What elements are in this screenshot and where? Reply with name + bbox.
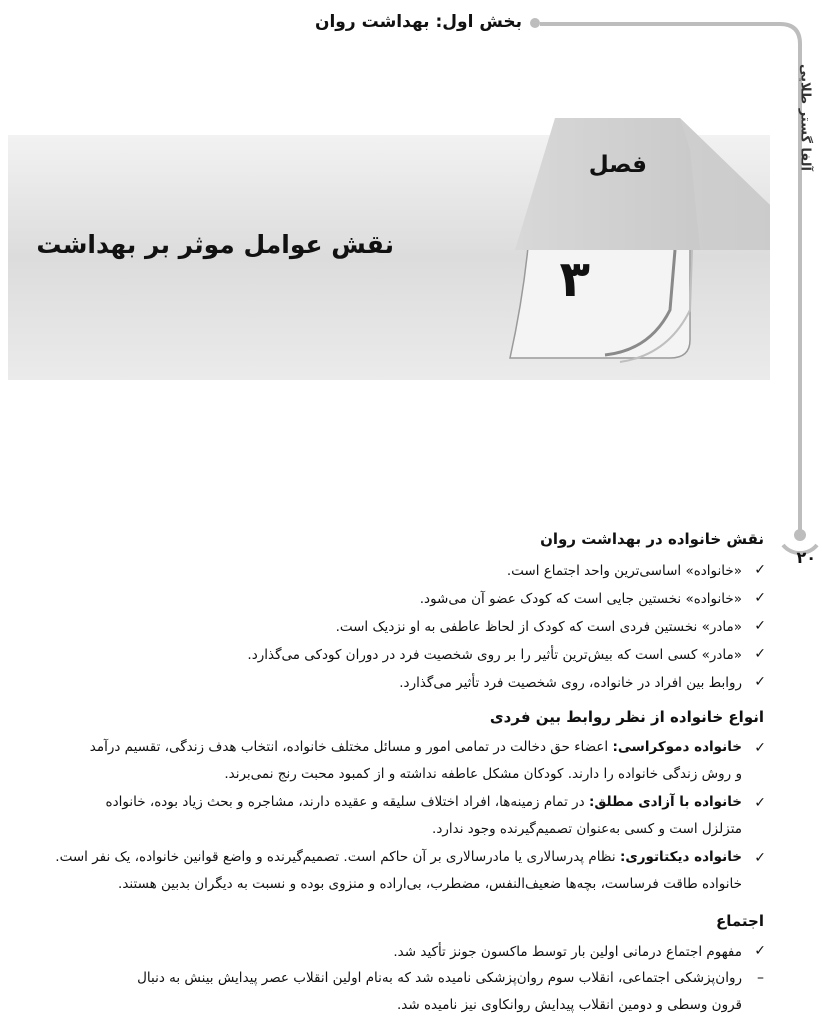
check-mark-icon: ✓ — [754, 618, 766, 634]
chapter-number: ۳ — [559, 250, 590, 308]
check-mark-icon: ✓ — [754, 850, 766, 866]
check-mark-icon: ✓ — [754, 943, 766, 959]
list-item: خانواده دیکتاتوری: نظام پدرسالاری یا مادرسالاری بر آن حاکم است. تصمیم‌گیرنده و واضع قوانین خانواده، یک نفر است. خانواده طاقت فرساست، بچه‌ها ضعیف‌النفس، مضطرب، بی‌اراده و منزوی بوده و نسبت به دیگران بدبین هستند. — [55, 849, 742, 892]
page-number: ۲۰ — [796, 548, 816, 567]
list-item: «خانواده» نخستین جایی است که کودک عضو آن می‌شود. — [419, 591, 742, 607]
check-mark-icon: ✓ — [754, 795, 766, 811]
check-mark-icon: ✓ — [754, 646, 766, 662]
list-item: خانواده دموکراسی: اعضاء حق دخالت در تمامی امور و مسائل مختلف خانواده، انتخاب هدف زندگی، تقسیم درآمد و روش زندگی خانواده را دارند. کودکان مشکل عاطفه نداشته و از کمبود محبت رنج نمی‌برند. — [89, 739, 742, 782]
society-heading: اجتماع — [715, 912, 764, 930]
list-item: «مادر» نخستین فردی است که کودک از لحاظ عاطفی به او نزدیک است. — [335, 619, 742, 635]
list-item: مفهوم اجتماع درمانی اولین بار توسط ماکسون جونز تأکید شد. — [393, 944, 742, 960]
list-item: «مادر» کسی است که بیش‌ترین تأثیر را بر روی شخصیت فرد در دوران کودکی می‌گذارد. — [247, 647, 742, 663]
chapter-title: نقش عوامل موثر بر بهداشت — [36, 230, 394, 259]
list-item: «خانواده» اساسی‌ترین واحد اجتماع است. — [506, 563, 742, 579]
list-item: روان‌پزشکی اجتماعی، انقلاب سوم روان‌پزشکی نامیده شد که به‌نام اولین انقلاب عصر پیدایش بینش به دنبال قرون وسطی و دومین انقلاب پیدایش روانکاوی نیز نامیده شد. — [137, 970, 742, 1013]
family-heading: نقش خانواده در بهداشت روان — [540, 530, 764, 548]
dash-icon: – — [757, 970, 764, 986]
list-item: خانواده با آزادی مطلق: در تمام زمینه‌ها، افراد اختلاف سلیقه و عقیده دارند، مشاجره و بحث زیاد بوده، خانواده متزلزل است و کسی به‌عنوان تصمیم‌گیرنده وجود ندارد. — [105, 794, 742, 837]
list-item: روابط بین افراد در خانواده، روی شخصیت فرد تأثیر می‌گذارد. — [399, 675, 742, 691]
check-mark-icon: ✓ — [754, 590, 766, 606]
chapter-label: فصل — [588, 152, 647, 178]
check-mark-icon: ✓ — [754, 562, 766, 578]
section-title: بخش اول: بهداشت روان — [314, 12, 522, 32]
check-mark-icon: ✓ — [754, 674, 766, 690]
check-mark-icon: ✓ — [754, 740, 766, 756]
family-types-heading: انواع خانواده از نظر روابط بین فردی — [489, 708, 764, 726]
side-brand-text: آلفا گستر طلایی — [797, 64, 813, 171]
